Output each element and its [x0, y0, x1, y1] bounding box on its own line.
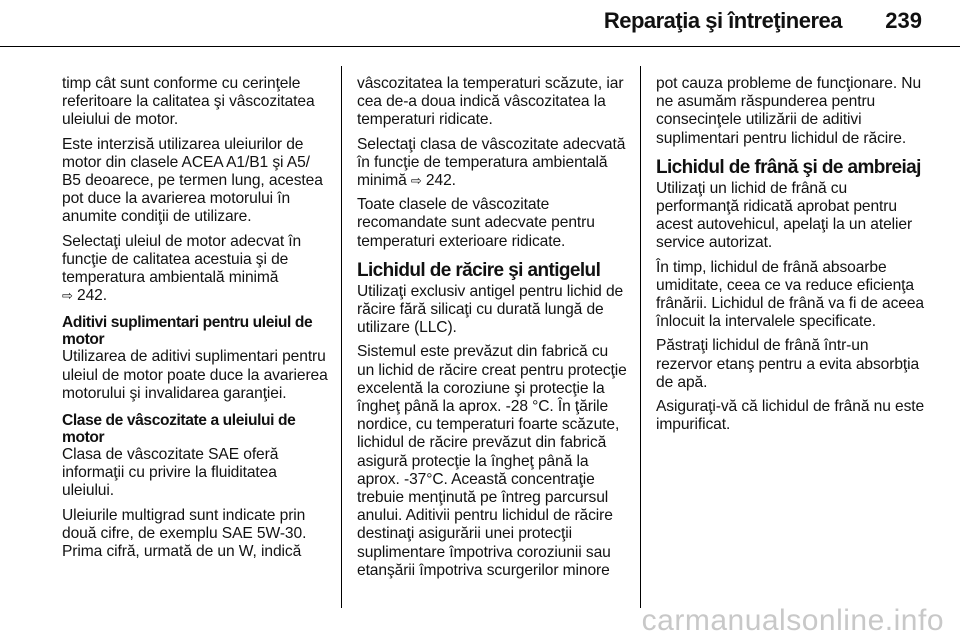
column-3 — [656, 75, 928, 440]
column-divider — [341, 66, 342, 608]
paragraph-brake-fluid-storage: Păstraţi lichidul de frână într-un rezervor etanş pentru a evita absorbţia de apă. — [656, 337, 920, 391]
heading-viscosity-classes: Clase de vâscozitate a uleiului de motor — [62, 412, 296, 447]
page-reference-link[interactable]: 242. — [425, 172, 456, 190]
column-divider — [640, 66, 641, 608]
paragraph-oil-quality: timp cât sunt conforme cu cerinţele referitoare la calitatea şi vâscozitatea uleiului de motor. — [62, 75, 315, 129]
paragraph-multigrade: Uleiurile multigrad sunt indicate prin două cifre, de exemplu SAE 5W-30. Prima cifră, urmată de un W, indică — [62, 506, 307, 561]
page-reference-link[interactable]: 242. — [77, 287, 107, 305]
paragraph-select-viscosity — [357, 136, 627, 191]
heading-brake-fluid: Lichidul de frână şi de ambreiaj — [656, 156, 921, 178]
page-reference-icon: ⇨ — [410, 173, 422, 189]
page-number: 239 — [885, 8, 922, 33]
paragraph-additives: Utilizarea de aditivi suplimentari pentru uleiul de motor poate duce la avarierea motorului şi invalidarea garanţiei. — [62, 348, 328, 402]
paragraph-coolant-responsibility: pot cauza probleme de funcţionare. Nu ne asumăm răspunderea pentru consecinţele utilizării de aditivi suplimentari pentru lichidul de răcire. — [656, 75, 922, 147]
paragraph-brake-fluid-purity: Asiguraţi-vă că lichidul de frână nu este impurificat. — [656, 398, 925, 434]
column-1 — [62, 75, 330, 561]
paragraph-coolant-llc: Utilizaţi exclusiv antigel pentru lichid de răcire fără silicaţi cu durată lungă de utilizare (LLC). — [357, 282, 624, 337]
paragraph-coolant-system: Sistemul este prevăzut din fabrică cu un lichid de răcire creat pentru protecţie excelentă la coroziune şi protecţie la îngheţ până la aprox. -28 °C. În ţările nordice, cu temperaturi foarte scăzute, lichidul de răcire prevăzut din fabrică asigură protecţie la îngheţ până la aprox. -37°C. Această concentraţie trebuie menţinută pe întreg parcursul anului. Aditivii pentru lichidul de răcire destinaţi asigurării unei protecţii suplimentare împotriva coroziunii sau etanşării împotriva scurgerilor minore — [357, 343, 627, 579]
paragraph-acea-warning: Este interzisă utilizarea uleiurilor de motor din clasele ACEA A1/B1 şi A5/ B5 deoarece, pe termen lung, acestea pot duce la avarierea motorului în anumite condiţii de utilizare. — [62, 135, 323, 226]
page-reference-icon: ⇨ — [62, 288, 73, 304]
heading-coolant: Lichidul de răcire şi antigelul — [357, 259, 601, 281]
header-divider — [0, 46, 960, 47]
paragraph-text: Selectaţi uleiul de motor adecvat în funcţie de calitatea acestuia şi de temperatura ambientală minimă — [62, 232, 302, 287]
paragraph-sae-class: Clasa de vâscozitate SAE oferă informaţii cu privire la fluiditatea uleiului. — [62, 446, 279, 500]
column-2 — [357, 75, 627, 580]
paragraph-brake-fluid-moisture: În timp, lichidul de frână absoarbe umiditate, ceea ce va reduce eficienţa frânării. Lichidul de frână va fi de aceea înlocuit la intervalele specificate. — [656, 258, 924, 331]
paragraph-viscosity-continued: vâscozitatea la temperaturi scăzute, iar cea de-a doua indică vâscozitatea la temperaturi ridicate. — [357, 75, 624, 129]
paragraph-select-oil — [62, 233, 330, 306]
watermark: carmanualsonline.info — [641, 604, 944, 637]
paragraph-text: Selectaţi clasa de vâscozitate adecvată în funcţie de temperatura ambientală minimă — [357, 135, 626, 190]
heading-oil-additives: Aditivi suplimentari pentru uleiul de motor — [62, 314, 313, 349]
paragraph-brake-fluid-use: Utilizaţi un lichid de frână cu performanţă ridicată aprobat pentru acest autovehicul, apelaţi la un atelier service autorizat. — [656, 179, 913, 252]
paragraph-high-temperatures: Toate clasele de vâscozitate recomandate sunt adecvate pentru temperaturi exterioare ridicate. — [357, 196, 595, 250]
page-title: Reparaţia şi întreţinerea — [603, 8, 842, 33]
